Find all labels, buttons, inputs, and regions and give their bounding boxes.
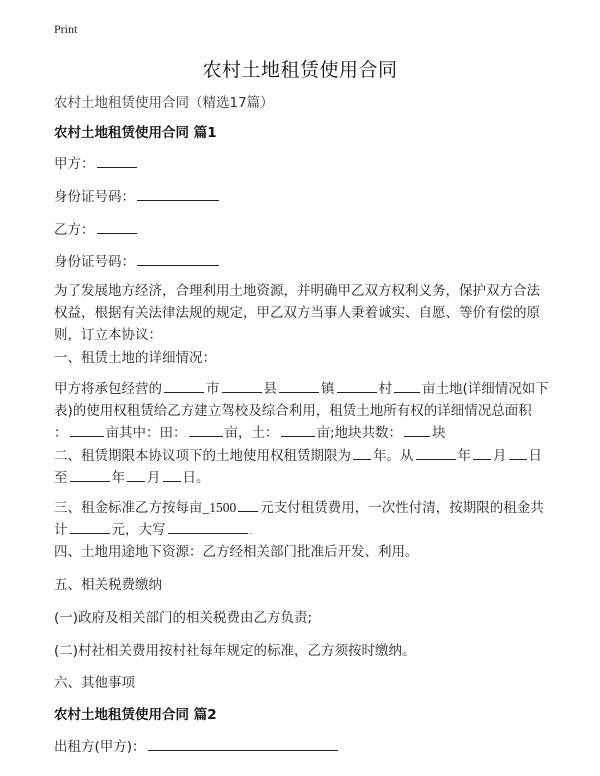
- section-1-line-2: 表)的使用权租赁给乙方建立驾校及综合利用，租赁土地所有权的详细情况总面积: [54, 403, 532, 419]
- party-a-id-blank[interactable]: [137, 187, 219, 201]
- county-label: 县: [263, 381, 277, 397]
- section-4: 四、土地用途地下资源：乙方经相关部门批准后开发、利用。: [54, 544, 419, 560]
- plots-label: 亩;地块共数：: [316, 425, 403, 441]
- start-day-label: 日: [528, 448, 542, 464]
- preamble-paragraph: [54, 280, 554, 346]
- preamble-line-2: 权益，根据有关法律法规的规定，甲乙双方当事人秉着诚实、自愿、等价有偿的原: [54, 305, 540, 321]
- section-6-heading: 六、其他事项: [54, 675, 135, 691]
- start-month-label: 月: [493, 448, 507, 464]
- county-blank[interactable]: [222, 379, 262, 393]
- start-day-blank[interactable]: [509, 446, 527, 460]
- city-label: 市: [206, 381, 220, 397]
- party-b-id-label: 身份证号码：: [54, 254, 135, 270]
- section-5-item-1: (一)政府及相关部门的相关税费由乙方负责;: [54, 610, 313, 626]
- rent-payment-suffix: 元支付租赁费用，一次性付清，按期限的租金共: [260, 500, 544, 516]
- party-a-id-label: 身份证号码：: [54, 189, 135, 205]
- total-label: 计: [54, 522, 68, 538]
- section-2-line-2: [54, 467, 554, 489]
- total-area-blank[interactable]: [70, 423, 104, 437]
- field-area-blank[interactable]: [189, 423, 223, 437]
- party-a-field: [54, 153, 139, 175]
- to-label: 至: [54, 470, 68, 486]
- end-day-blank[interactable]: [163, 468, 181, 482]
- soil-area-blank[interactable]: [281, 423, 315, 437]
- plots-count-blank[interactable]: [404, 423, 430, 437]
- party-b-label: 乙方：: [54, 222, 95, 238]
- rent-standard-prefix: 三、租金标准乙方按每亩: [54, 500, 203, 516]
- end-year-label: 年: [111, 470, 125, 486]
- section-3-line-1: [54, 497, 554, 519]
- total-amount-blank[interactable]: [70, 520, 110, 534]
- land-location-prefix: 甲方将承包经营的: [54, 381, 162, 397]
- capital-label: 元，大写: [111, 522, 166, 538]
- section-1-line-1: [54, 378, 554, 400]
- preamble-line-3: 则，订立本协议：: [54, 327, 162, 343]
- year-from-label: 年。从: [373, 448, 414, 464]
- print-label: Print: [54, 22, 78, 36]
- section-1-line-3: [54, 422, 554, 444]
- article-2-heading: 农村土地租赁使用合同 篇2: [54, 707, 217, 723]
- section-2-line-1: [54, 445, 554, 467]
- lessor-field: [54, 736, 340, 758]
- section-1-heading: 一、租赁土地的详细情况：: [54, 350, 216, 366]
- start-year-label: 年: [457, 448, 471, 464]
- city-blank[interactable]: [164, 379, 204, 393]
- lease-years-blank[interactable]: [353, 446, 371, 460]
- start-year-blank[interactable]: [416, 446, 456, 460]
- village-label: 村: [378, 381, 392, 397]
- lessor-blank[interactable]: [148, 737, 338, 751]
- soil-label: 亩，土：: [224, 425, 279, 441]
- plots-unit: 块: [432, 425, 446, 441]
- lessor-label: 出租方(甲方)：: [54, 739, 146, 755]
- section-2-paragraph: [54, 445, 554, 489]
- start-month-blank[interactable]: [473, 446, 491, 460]
- town-label: 镇: [321, 381, 335, 397]
- party-b-field: [54, 219, 139, 241]
- article-1-heading: 农村土地租赁使用合同 篇1: [54, 125, 217, 141]
- document-title: 农村土地租赁使用合同: [202, 59, 398, 81]
- end-day-label: 日。: [182, 470, 210, 486]
- capital-amount-blank[interactable]: [168, 520, 248, 534]
- party-a-label: 甲方：: [54, 156, 95, 172]
- rent-per-mu-blank[interactable]: [238, 498, 258, 512]
- party-b-id-blank[interactable]: [137, 252, 219, 266]
- party-a-id-field: [54, 186, 221, 208]
- field-label: 亩其中：田：: [105, 425, 187, 441]
- rent-per-mu-value: _1500: [202, 500, 237, 515]
- town-blank[interactable]: [279, 379, 319, 393]
- end-month-label: 月: [147, 470, 161, 486]
- section-3-paragraph: [54, 497, 554, 543]
- section-5-heading: 五、相关税费缴纳: [54, 577, 162, 593]
- party-a-blank[interactable]: [97, 154, 137, 168]
- document-subtitle: 农村土地租赁使用合同（精选17篇）: [54, 95, 274, 111]
- section-1-paragraph: [54, 378, 554, 444]
- party-b-blank[interactable]: [97, 220, 137, 234]
- end-dot: .: [249, 527, 253, 537]
- village-blank[interactable]: [337, 379, 377, 393]
- end-year-blank[interactable]: [70, 468, 110, 482]
- end-month-blank[interactable]: [127, 468, 145, 482]
- lease-term-prefix: 二、租赁期限本协议项下的土地使用权租赁期限为: [54, 448, 351, 464]
- mu-blank[interactable]: [394, 379, 420, 393]
- mu-land-label: 亩土地(详细情况如下: [422, 381, 549, 397]
- section-3-line-2: [54, 519, 554, 543]
- area-colon: ：: [54, 425, 68, 441]
- preamble-line-1: 为了发展地方经济，合理利用土地资源，并明确甲乙双方权利义务，保护双方合法: [54, 283, 540, 299]
- party-b-id-field: [54, 251, 221, 273]
- section-5-item-2: (二)村社相关费用按村社每年规定的标准，乙方须按时缴纳。: [54, 643, 416, 659]
